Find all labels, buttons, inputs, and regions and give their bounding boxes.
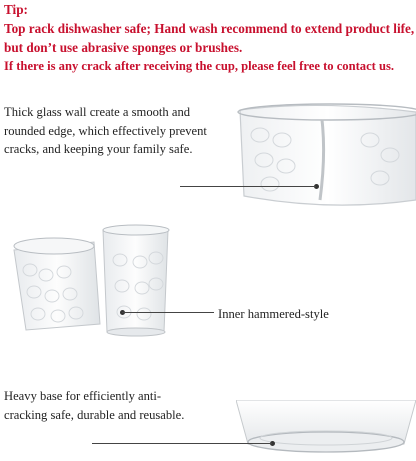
feature-caption-heavy-base: Heavy base for efficiently anti-cracking safe, durable and reusable. bbox=[4, 389, 185, 422]
feature-caption-hammered: Inner hammered-style bbox=[218, 307, 329, 321]
tip-heading: Tip: bbox=[4, 2, 28, 17]
pointer-line-hammered bbox=[122, 312, 214, 313]
tip-line-contact: If there is any crack after receiving the cup, please feel free to contact us. bbox=[4, 59, 395, 73]
feature-caption-thick-wall: Thick glass wall create a smooth and rounded edge, which effectively prevent cracks, and keeping your family safe. bbox=[4, 105, 207, 156]
tip-block bbox=[4, 0, 414, 76]
pointer-line-base bbox=[92, 443, 272, 444]
tip-line-dishwasher: Top rack dishwasher safe; Hand wash recommend to extend product life, bbox=[4, 21, 415, 36]
heavy-base-glass-image bbox=[236, 400, 416, 460]
tip-line-sponges: but don’t use abrasive sponges or brushes. bbox=[4, 40, 243, 55]
two-hammered-glasses-image bbox=[8, 220, 178, 338]
pointer-line-rim bbox=[180, 186, 316, 187]
glass-rim-closeup-image bbox=[230, 100, 416, 210]
